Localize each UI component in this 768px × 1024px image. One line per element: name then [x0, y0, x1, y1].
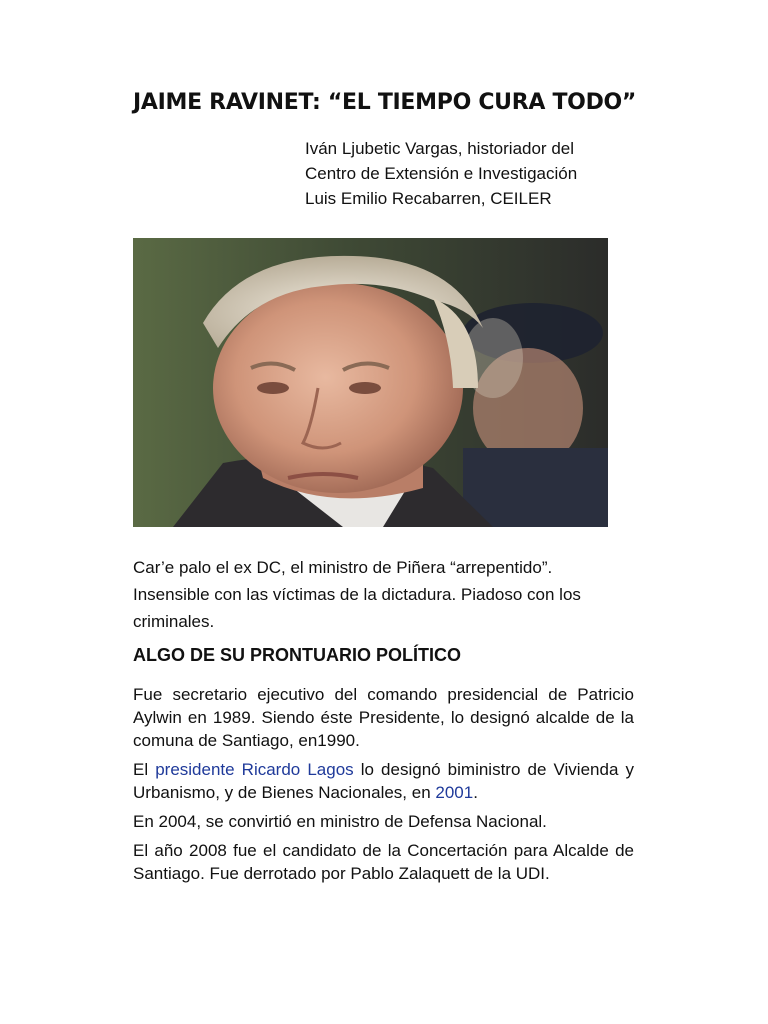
paragraph-2 [133, 758, 634, 804]
paragraph-4: El año 2008 fue el candidato de la Concertación para Alcalde de Santiago. Fue derrotado por Pablo Zalaquett de la UDI. [133, 841, 634, 883]
paragraph-2-suffix: . [473, 783, 478, 802]
paragraph-2-prefix: El [133, 760, 156, 779]
section-heading: ALGO DE SU PRONTUARIO POLÍTICO [133, 645, 462, 665]
paragraph-1: Fue secretario ejecutivo del comando presidencial de Patricio Aylwin en 1989. Siendo éste Presidente, lo designó alcalde de la comuna de Santiago, en1990. [133, 685, 634, 750]
author-block [305, 136, 577, 211]
intro-paragraph: Car’e palo el ex DC, el ministro de Piñera “arrepentido”. Insensible con las víctimas de la dictadura. Piadoso con los criminales. [133, 558, 581, 631]
paragraph-3: En 2004, se convirtió en ministro de Defensa Nacional. [133, 812, 547, 831]
article-title: JAIME RAVINET: “EL TIEMPO CURA TODO” [133, 90, 637, 115]
portrait-photo-icon [133, 238, 608, 527]
author-line-3: Luis Emilio Recabarren, CEILER [305, 189, 552, 208]
portrait-photo [133, 238, 608, 527]
paragraph-2-middle: lo designó biministro de Vivienda y Urbanismo, y de Bienes Nacionales, en [133, 760, 634, 802]
year-2001-link[interactable]: 2001 [435, 783, 474, 802]
author-line-2: Centro de Extensión e Investigación [305, 164, 578, 183]
lagos-link[interactable]: presidente Ricardo Lagos [155, 760, 354, 779]
author-line-1: Iván Ljubetic Vargas, historiador del [305, 139, 575, 158]
